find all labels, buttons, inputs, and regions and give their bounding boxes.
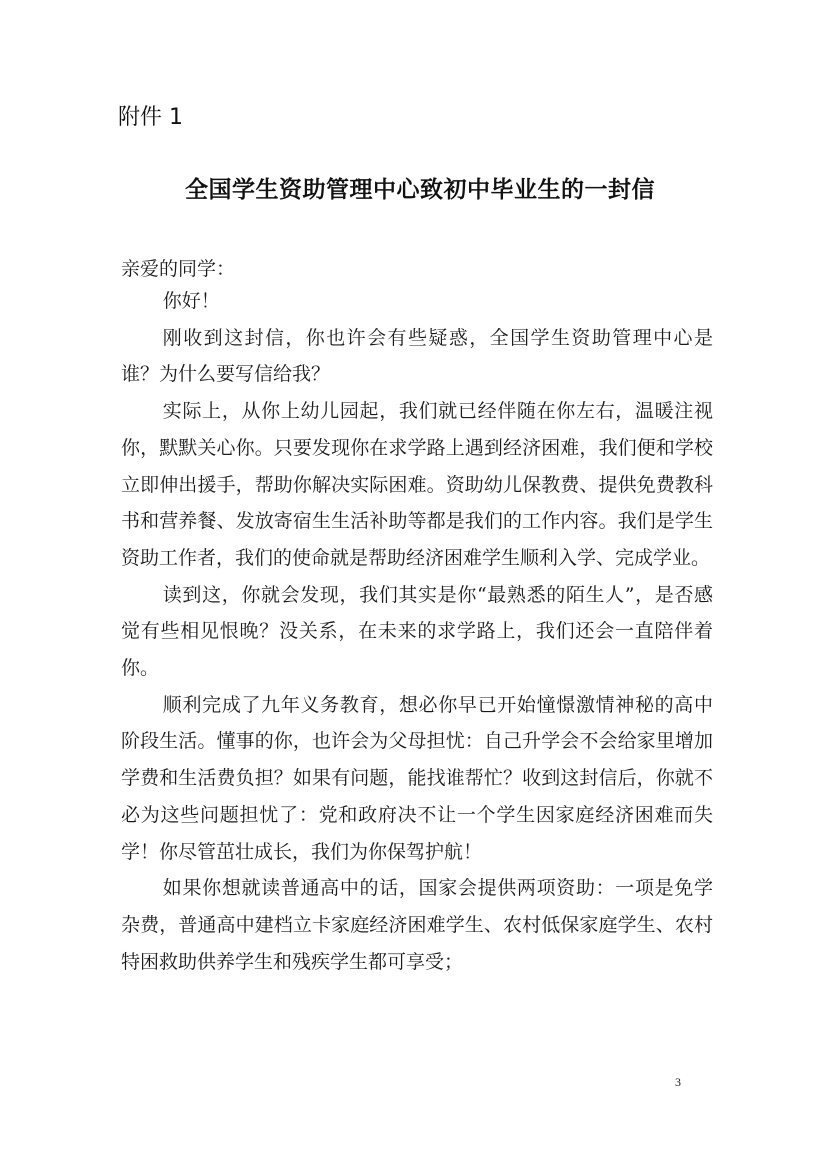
attachment-label: 附件 1 bbox=[118, 105, 183, 130]
paragraph: 你好！ bbox=[162, 290, 220, 312]
paragraph: 顺利完成了九年义务教育，想必你早已开始憧憬激情神秘的高中阶段生活。懂事的你，也许会为父母担忧：自己升学会不会给家里增加学费和生活费负担？如果有问题，能找谁帮忙？收到这封信后，你就不必为这些问题担忧了：党和政府决不让一个学生因家庭经济困难而失学！你尽管茁壮成长，我们为你保驾护航！ bbox=[121, 693, 713, 863]
paragraph: 如果你想就读普通高中的话，国家会提供两项资助：一项是免学杂费，普通高中建档立卡家庭经济困难学生、农村低保家庭学生、农村特困救助供养学生和残疾学生都可享受； bbox=[121, 877, 713, 973]
paragraph: 读到这，你就会发现，我们其实是你“最熟悉的陌生人”，是否感觉有些相见恨晚？没关系，在未来的求学路上，我们还会一直陪伴着你。 bbox=[121, 583, 713, 680]
page-number: 3 bbox=[675, 1075, 681, 1089]
paragraph: 刚收到这封信，你也许会有些疑惑，全国学生资助管理中心是谁？为什么要写信给我？ bbox=[121, 326, 713, 386]
document-title: 全国学生资助管理中心致初中毕业生的一封信 bbox=[185, 177, 655, 203]
letter-body bbox=[121, 283, 713, 980]
paragraph: 实际上，从你上幼儿园起，我们就已经伴随在你左右，温暖注视你，默默关心你。只要发现你在求学路上遇到经济困难，我们便和学校立即伸出援手，帮助你解决实际困难。资助幼儿保教费、提供免费教科书和营养餐、发放寄宿生生活补助等都是我们的工作内容。我们是学生资助工作者，我们的使命就是帮助经济困难学生顺利入学、完成学业。 bbox=[121, 400, 713, 569]
salutation: 亲爱的同学： bbox=[121, 258, 236, 280]
